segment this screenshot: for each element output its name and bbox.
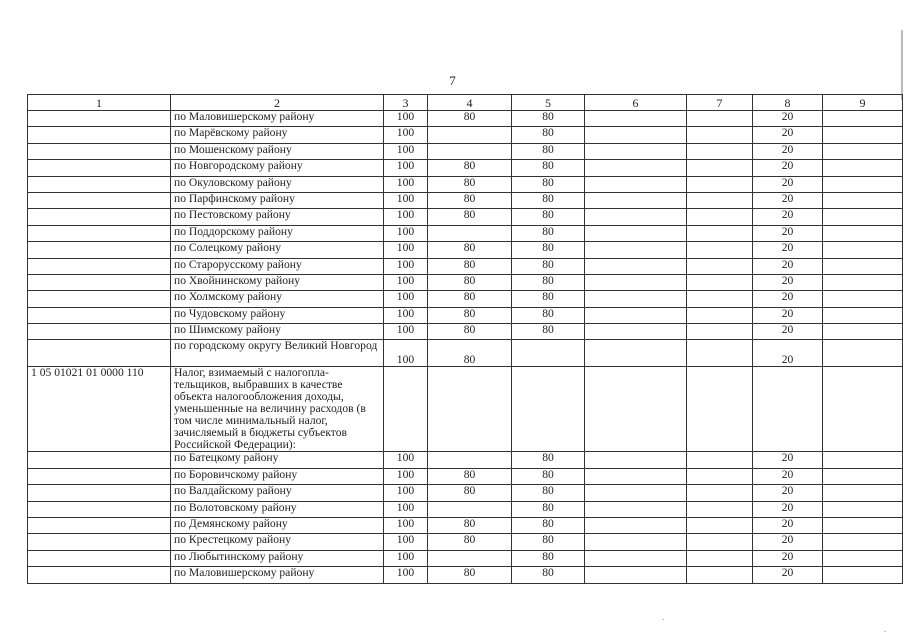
value-col-3: 100: [384, 501, 428, 517]
value-col-5: 80: [512, 307, 585, 323]
table-row: [28, 550, 903, 566]
table-row: [28, 567, 903, 583]
table-row: [28, 242, 903, 258]
value-col-8: 20: [753, 242, 823, 258]
value-col-5: [512, 340, 585, 367]
table-row: [28, 127, 903, 143]
district-name: по Маловишерскому району: [171, 111, 384, 127]
value-col-5: 80: [512, 274, 585, 290]
value-col-3: 100: [384, 534, 428, 550]
value-col-8: 20: [753, 160, 823, 176]
value-col-9: [823, 534, 903, 550]
value-col-8: 20: [753, 468, 823, 484]
value-col-5: 80: [512, 291, 585, 307]
value-col-7: [687, 567, 753, 583]
value-col-7: [687, 242, 753, 258]
code-cell: [28, 307, 171, 323]
value-col-7: [687, 127, 753, 143]
code-cell: [28, 534, 171, 550]
district-name: по Валдайскому району: [171, 485, 384, 501]
district-name: по Пестовскому району: [171, 209, 384, 225]
value-col-9: [823, 567, 903, 583]
scan-speck: .: [884, 624, 887, 634]
table-row: [28, 485, 903, 501]
header-col-4: 4: [428, 95, 512, 111]
table-row: [28, 209, 903, 225]
code-cell: [28, 225, 171, 241]
value-col-3: 100: [384, 324, 428, 340]
value-col-6: [585, 340, 687, 367]
value-col-8: 20: [753, 452, 823, 468]
code-cell: [28, 242, 171, 258]
value-col-7: [687, 258, 753, 274]
value-col-8: 20: [753, 567, 823, 583]
district-name: по Любытинскому району: [171, 550, 384, 566]
value-col-4: 80: [428, 534, 512, 550]
value-col-5: 80: [512, 160, 585, 176]
header-col-1: 1: [28, 95, 171, 111]
value-col-9: [823, 518, 903, 534]
value-col-4: 80: [428, 192, 512, 208]
value-col-7: [687, 209, 753, 225]
value-col-6: [585, 307, 687, 323]
district-name: по Марёвскому району: [171, 127, 384, 143]
value-col-7: [687, 291, 753, 307]
value-col-4: 80: [428, 567, 512, 583]
value-col-9: [823, 127, 903, 143]
value-col-8: 20: [753, 225, 823, 241]
value-col-4: 80: [428, 274, 512, 290]
value-col-4: [428, 143, 512, 159]
table-row: [28, 291, 903, 307]
table-row: [28, 501, 903, 517]
value-col-7: [687, 192, 753, 208]
value-col-5: 80: [512, 111, 585, 127]
code-cell: [28, 501, 171, 517]
code-cell: [28, 340, 171, 367]
table-row: [28, 160, 903, 176]
table-row: [28, 274, 903, 290]
value-col-4: 80: [428, 468, 512, 484]
district-name: по Маловишерскому району: [171, 567, 384, 583]
value-col-5: 80: [512, 209, 585, 225]
value-col-3: 100: [384, 209, 428, 225]
district-name: по Демянскому району: [171, 518, 384, 534]
value-col-5: 80: [512, 127, 585, 143]
code-cell: [28, 452, 171, 468]
value-col-8: [753, 367, 823, 452]
code-cell: [28, 567, 171, 583]
value-col-4: 80: [428, 324, 512, 340]
table-row: [28, 176, 903, 192]
district-name: по Волотовскому району: [171, 501, 384, 517]
table-row: [28, 468, 903, 484]
value-col-4: [428, 550, 512, 566]
value-col-6: [585, 127, 687, 143]
code-cell: [28, 291, 171, 307]
value-col-6: [585, 550, 687, 566]
table-row: [28, 518, 903, 534]
value-col-5: 80: [512, 324, 585, 340]
value-col-5: 80: [512, 550, 585, 566]
header-col-7: 7: [687, 95, 753, 111]
budget-distribution-table: [27, 94, 903, 584]
value-col-3: 100: [384, 111, 428, 127]
code-cell: [28, 143, 171, 159]
value-col-5: 80: [512, 468, 585, 484]
value-col-9: [823, 209, 903, 225]
value-col-8: 20: [753, 176, 823, 192]
value-col-9: [823, 452, 903, 468]
code-cell: [28, 209, 171, 225]
value-col-5: 80: [512, 567, 585, 583]
value-col-9: [823, 550, 903, 566]
value-col-4: 80: [428, 258, 512, 274]
value-col-8: 20: [753, 534, 823, 550]
value-col-5: 80: [512, 534, 585, 550]
value-col-8: 20: [753, 143, 823, 159]
value-col-6: [585, 324, 687, 340]
value-col-6: [585, 501, 687, 517]
value-col-7: [687, 340, 753, 367]
value-col-6: [585, 143, 687, 159]
value-col-5: [512, 367, 585, 452]
district-name: по городскому округу Великий Новгород: [171, 340, 384, 367]
value-col-4: [428, 501, 512, 517]
header-col-2: 2: [171, 95, 384, 111]
value-col-3: 100: [384, 274, 428, 290]
value-col-8: 20: [753, 340, 823, 367]
value-col-4: [428, 452, 512, 468]
district-name: по Холмскому району: [171, 291, 384, 307]
header-col-8: 8: [753, 95, 823, 111]
value-col-3: 100: [384, 485, 428, 501]
table-row: [28, 192, 903, 208]
district-name: по Новгородскому району: [171, 160, 384, 176]
header-col-6: 6: [585, 95, 687, 111]
value-col-8: 20: [753, 127, 823, 143]
value-col-7: [687, 518, 753, 534]
value-col-7: [687, 307, 753, 323]
value-col-4: [428, 127, 512, 143]
value-col-8: 20: [753, 209, 823, 225]
value-col-9: [823, 501, 903, 517]
value-col-4: 80: [428, 242, 512, 258]
value-col-6: [585, 468, 687, 484]
value-col-6: [585, 242, 687, 258]
value-col-3: 100: [384, 518, 428, 534]
value-col-6: [585, 534, 687, 550]
table-row: [28, 111, 903, 127]
code-cell: [28, 192, 171, 208]
value-col-7: [687, 274, 753, 290]
table-body: [28, 95, 903, 584]
value-col-4: [428, 225, 512, 241]
value-col-9: [823, 242, 903, 258]
value-col-9: [823, 324, 903, 340]
value-col-6: [585, 258, 687, 274]
value-col-6: [585, 567, 687, 583]
value-col-8: 20: [753, 307, 823, 323]
value-col-3: 100: [384, 550, 428, 566]
value-col-4: 80: [428, 209, 512, 225]
value-col-4: 80: [428, 340, 512, 367]
value-col-6: [585, 111, 687, 127]
value-col-9: [823, 274, 903, 290]
value-col-4: 80: [428, 291, 512, 307]
value-col-5: 80: [512, 192, 585, 208]
code-cell: [28, 127, 171, 143]
code-cell: [28, 550, 171, 566]
value-col-4: [428, 367, 512, 452]
value-col-9: [823, 367, 903, 452]
value-col-3: 100: [384, 225, 428, 241]
header-col-3: 3: [384, 95, 428, 111]
header-col-9: 9: [823, 95, 903, 111]
value-col-5: 80: [512, 242, 585, 258]
district-name: по Боровичскому району: [171, 468, 384, 484]
value-col-7: [687, 111, 753, 127]
code-cell: [28, 485, 171, 501]
district-name: по Батецкому району: [171, 452, 384, 468]
table-row: [28, 258, 903, 274]
table-row: [28, 534, 903, 550]
code-cell: [28, 468, 171, 484]
value-col-8: 20: [753, 485, 823, 501]
value-col-4: 80: [428, 111, 512, 127]
code-cell: [28, 111, 171, 127]
value-col-8: 20: [753, 550, 823, 566]
district-name: по Парфинскому району: [171, 192, 384, 208]
table-row: [28, 143, 903, 159]
value-col-3: 100: [384, 452, 428, 468]
value-col-7: [687, 534, 753, 550]
header-col-5: 5: [512, 95, 585, 111]
value-col-3: 100: [384, 160, 428, 176]
value-col-4: 80: [428, 160, 512, 176]
value-col-7: [687, 225, 753, 241]
value-col-6: [585, 485, 687, 501]
value-col-3: 100: [384, 242, 428, 258]
value-col-4: 80: [428, 518, 512, 534]
district-name: по Старорусскому району: [171, 258, 384, 274]
value-col-9: [823, 111, 903, 127]
value-col-3: 100: [384, 567, 428, 583]
value-col-9: [823, 340, 903, 367]
value-col-9: [823, 258, 903, 274]
value-col-9: [823, 291, 903, 307]
value-col-5: 80: [512, 258, 585, 274]
value-col-8: 20: [753, 258, 823, 274]
value-col-7: [687, 160, 753, 176]
table-row: [28, 340, 903, 367]
district-name: по Мошенскому району: [171, 143, 384, 159]
value-col-5: 80: [512, 176, 585, 192]
code-cell: [28, 518, 171, 534]
district-name: по Хвойнинскому району: [171, 274, 384, 290]
value-col-6: [585, 274, 687, 290]
value-col-7: [687, 176, 753, 192]
value-col-4: 80: [428, 485, 512, 501]
value-col-9: [823, 225, 903, 241]
value-col-6: [585, 160, 687, 176]
district-name: по Чудовскому району: [171, 307, 384, 323]
value-col-6: [585, 452, 687, 468]
value-col-7: [687, 367, 753, 452]
value-col-8: 20: [753, 518, 823, 534]
value-col-9: [823, 143, 903, 159]
district-name: по Поддорскому району: [171, 225, 384, 241]
value-col-6: [585, 367, 687, 452]
value-col-9: [823, 485, 903, 501]
page-number: 7: [449, 73, 456, 88]
value-col-7: [687, 501, 753, 517]
value-col-6: [585, 209, 687, 225]
value-col-7: [687, 143, 753, 159]
value-col-9: [823, 176, 903, 192]
value-col-5: 80: [512, 225, 585, 241]
value-col-7: [687, 324, 753, 340]
value-col-3: [384, 367, 428, 452]
value-col-5: 80: [512, 485, 585, 501]
value-col-8: 20: [753, 111, 823, 127]
value-col-7: [687, 468, 753, 484]
value-col-7: [687, 485, 753, 501]
value-col-5: 80: [512, 518, 585, 534]
value-col-3: 100: [384, 176, 428, 192]
value-col-8: 20: [753, 274, 823, 290]
value-col-6: [585, 518, 687, 534]
value-col-3: 100: [384, 192, 428, 208]
table-row: [28, 324, 903, 340]
value-col-3: 100: [384, 340, 428, 367]
value-col-6: [585, 291, 687, 307]
code-cell: [28, 176, 171, 192]
district-name: по Окуловскому району: [171, 176, 384, 192]
value-col-9: [823, 307, 903, 323]
code-cell: [28, 274, 171, 290]
value-col-3: 100: [384, 468, 428, 484]
district-name: по Шимскому району: [171, 324, 384, 340]
value-col-9: [823, 468, 903, 484]
budget-classification-code: 1 05 01021 01 0000 110: [28, 367, 171, 452]
district-name: по Крестецкому району: [171, 534, 384, 550]
value-col-3: 100: [384, 291, 428, 307]
value-col-4: 80: [428, 176, 512, 192]
value-col-8: 20: [753, 291, 823, 307]
value-col-8: 20: [753, 501, 823, 517]
value-col-8: 20: [753, 324, 823, 340]
tax-code-row: [28, 367, 903, 452]
code-cell: [28, 160, 171, 176]
code-cell: [28, 324, 171, 340]
value-col-3: 100: [384, 307, 428, 323]
district-name: по Солецкому району: [171, 242, 384, 258]
scan-edge-mark: [901, 30, 903, 100]
table-row: [28, 452, 903, 468]
value-col-6: [585, 225, 687, 241]
value-col-4: 80: [428, 307, 512, 323]
scan-speck: .: [662, 612, 665, 622]
value-col-6: [585, 192, 687, 208]
value-col-9: [823, 192, 903, 208]
value-col-8: 20: [753, 192, 823, 208]
value-col-5: 80: [512, 452, 585, 468]
value-col-7: [687, 550, 753, 566]
value-col-9: [823, 160, 903, 176]
value-col-3: 100: [384, 143, 428, 159]
value-col-7: [687, 452, 753, 468]
table-row: [28, 225, 903, 241]
value-col-5: 80: [512, 143, 585, 159]
value-col-3: 100: [384, 127, 428, 143]
table-row: [28, 307, 903, 323]
value-col-6: [585, 176, 687, 192]
value-col-3: 100: [384, 258, 428, 274]
table-header-row: [28, 95, 903, 111]
code-cell: [28, 258, 171, 274]
tax-description: Налог, взимаемый с налогопла-тельщиков, выбравших в качестве объекта налогообложения доходы, уменьшенные на величину расходов (в том числе минимальный налог, зачисляемый в бюджеты субъектов Российской Федерации):: [171, 367, 384, 452]
value-col-5: 80: [512, 501, 585, 517]
